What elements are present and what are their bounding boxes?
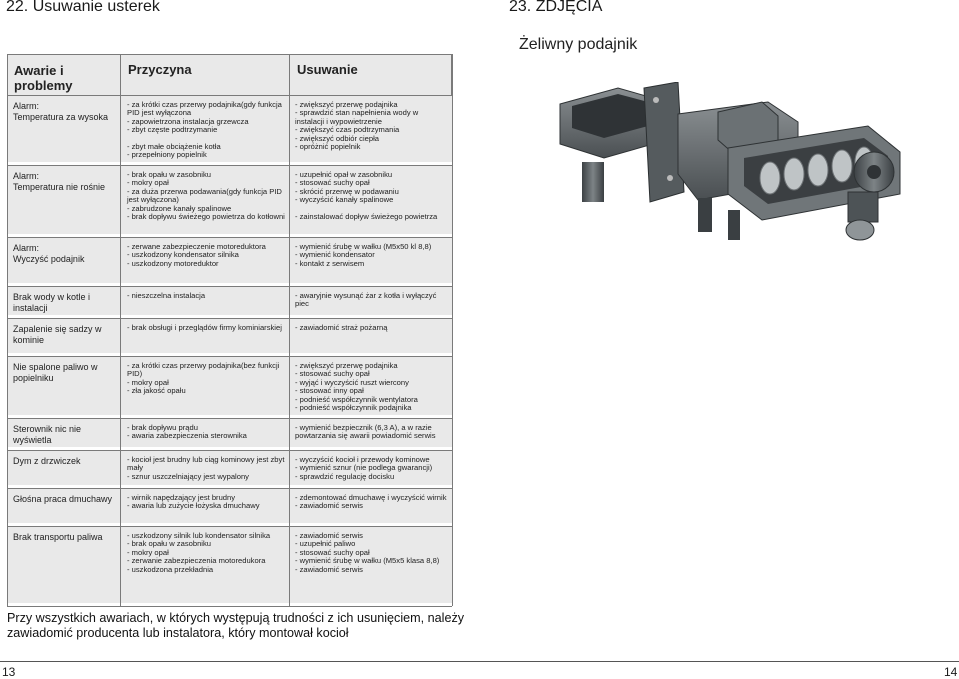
- table-row: [7, 287, 452, 315]
- fix-cell: - wyczyścić kocioł i przewody kominowe - wymienić sznur (nie podlega gwarancji) - sprawdzić regulację docisku: [295, 455, 433, 481]
- fix-cell: - wymienić bezpiecznik (6,3 A), a w razie powtarzania się awarii powiadomić serwis: [295, 423, 436, 441]
- problem-cell: Alarm: Temperatura nie rośnie: [13, 171, 106, 192]
- problem-cell: Głośna praca dmuchawy: [13, 494, 113, 504]
- fix-cell: - awaryjnie wysunąć żar z kotła i wyłączyć piec: [295, 291, 437, 309]
- column-divider: [120, 54, 121, 606]
- cause-cell: - za krótki czas przerwy podajnika(gdy funkcja PID jest wyłączona - zapowietrzona instalacja grzewcza - zbyt częste podtrzymanie - zbyt małe obciążenie kotła - przepełniony popielnik: [127, 100, 282, 160]
- table-row: [7, 238, 452, 283]
- page-number-left: 13: [2, 665, 16, 679]
- problem-cell: Alarm: Wyczyść podajnik: [13, 243, 85, 264]
- problem-cell: Zapalenie się sadzy w kominie: [13, 324, 102, 345]
- table-row: [7, 319, 452, 353]
- table-row: [7, 357, 452, 415]
- cause-cell: - brak dopływu prądu - awaria zabezpieczenia sterownika: [127, 423, 247, 441]
- column-divider: [7, 54, 8, 606]
- problem-cell: Nie spalone paliwo w popielniku: [13, 362, 98, 383]
- problem-cell: Dym z drzwiczek: [13, 456, 81, 466]
- cause-cell: - brak opału w zasobniku - mokry opał - za duża przerwa podawania(gdy funkcja PID jest wyłączona) - zabrudzone kanały spalinowe - brak dopływu świeżego powietrza do kotłowni: [127, 170, 285, 222]
- cause-cell: - za krótki czas przerwy podajnika(bez funkcji PID) - mokry opał - zła jakość opału: [127, 361, 280, 396]
- fix-cell: - wymienić śrubę w wałku (M5x50 kl 8,8) - wymienić kondensator - kontakt z serwisem: [295, 242, 432, 268]
- feeder-photo: [548, 82, 920, 252]
- cause-cell: - wirnik napędzający jest brudny - awaria lub zużycie łożyska dmuchawy: [127, 493, 260, 511]
- cause-cell: - zerwane zabezpieczenie motoreduktora - uszkodzony kondensator silnika - uszkodzony motoreduktor: [127, 242, 266, 268]
- footer-note: Przy wszystkich awariach, w których występują trudności z ich usunięciem, należy zawiadomić producenta lub instalatora, który montował kocioł: [7, 611, 465, 640]
- section-title-photos: 23. ZDJĘCIA: [509, 0, 603, 15]
- row-divider: [7, 606, 452, 607]
- cause-cell: - uszkodzony silnik lub kondensator silnika - brak opału w zasobniku - mokry opał - zerwanie zabezpieczenia motoredukora - uszkodzona przekładnia: [127, 531, 271, 574]
- page-number-right: 14: [944, 665, 958, 679]
- cause-cell: - kocioł jest brudny lub ciąg kominowy jest zbyt mały - sznur uszczelniający jest wypalony: [127, 455, 285, 481]
- fix-cell: - zwiększyć przerwę podajnika - sprawdzić stan napełnienia wody w instalacji i wypowietrzenie - zwiększyć czas podtrzymania - zwiększyć odbiór ciepła - opróżnić popielnik: [295, 100, 419, 152]
- divider: [0, 661, 959, 662]
- header-cause: Przyczyna: [128, 62, 192, 77]
- problem-cell: Brak transportu paliwa: [13, 532, 103, 542]
- problem-cell: Sterownik nic nie wyświetla: [13, 424, 82, 445]
- cause-cell: - brak obsługi i przeglądów firmy kominiarskiej: [127, 323, 282, 332]
- fix-cell: - zawiadomić serwis - uzupełnić paliwo - stosować suchy opał - wymienić śrubę w wałku (M5x5 klasa 8,8) - zawiadomić serwis: [295, 531, 440, 574]
- table-row: [7, 527, 452, 603]
- table-row: [7, 419, 452, 447]
- fix-cell: - zawiadomić straż pożarną: [295, 323, 388, 332]
- fix-cell: - zwiększyć przerwę podajnika - stosować suchy opał - wyjąć i wyczyścić ruszt wiercony - stosować inny opał - podnieść współczynnik wentylatora - podnieść współczynnik podajnika: [295, 361, 418, 413]
- cause-cell: - nieszczelna instalacja: [127, 291, 206, 300]
- header-fix: Usuwanie: [297, 62, 358, 77]
- header-problems: Awarie i problemy: [14, 63, 73, 93]
- table-row: [7, 451, 452, 485]
- fix-cell: - uzupełnić opał w zasobniku - stosować suchy opał - skrócić przerwę w podawaniu - wyczyścić kanały spalinowe - zainstalować dopływ świeżego powietrza: [295, 170, 438, 222]
- photo-caption: Żeliwny podajnik: [519, 36, 638, 53]
- column-divider: [289, 54, 290, 606]
- section-title-troubleshooting: 22. Usuwanie usterek: [6, 0, 160, 15]
- table-row: [7, 489, 452, 523]
- table-row: [7, 96, 452, 162]
- table-row: [7, 166, 452, 234]
- problem-cell: Brak wody w kotle i instalacji: [13, 292, 91, 313]
- column-divider: [452, 54, 453, 606]
- fix-cell: - zdemontować dmuchawę i wyczyścić wirnik - zawiadomić serwis: [295, 493, 447, 511]
- problem-cell: Alarm: Temperatura za wysoka: [13, 101, 109, 122]
- table-header: [7, 54, 452, 96]
